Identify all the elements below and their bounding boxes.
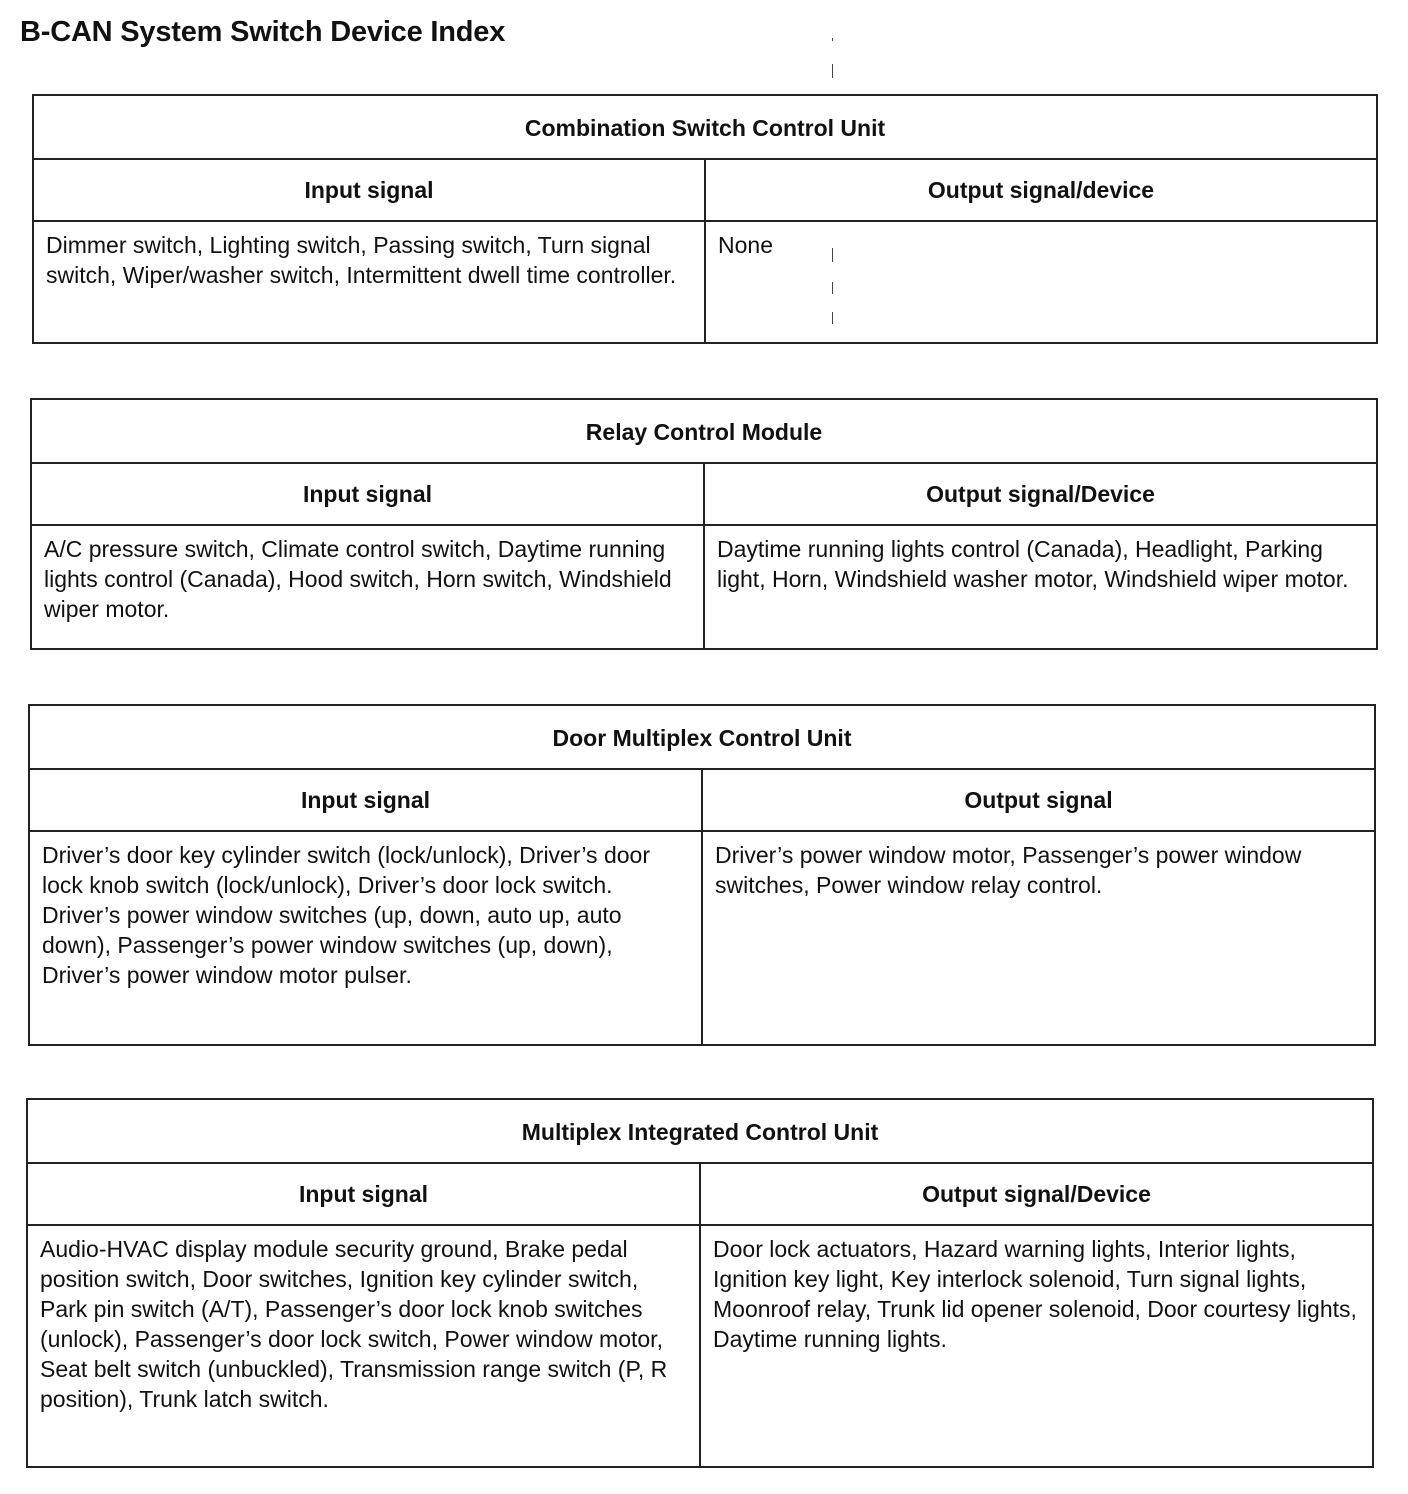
scan-artifact <box>832 64 833 78</box>
output-signal-header: Output signal/Device <box>701 1164 1372 1226</box>
output-signal-header: Output signal/Device <box>705 464 1376 526</box>
scan-artifact <box>832 38 833 41</box>
scan-artifact <box>832 248 833 262</box>
scan-artifact <box>832 312 833 324</box>
output-column <box>705 464 1376 648</box>
input-signal-list: Dimmer switch, Lighting switch, Passing switch, Turn signal switch, Wiper/washer switch, Intermittent dwell time controller. <box>46 232 677 288</box>
input-signal-header: Input signal <box>28 1164 699 1226</box>
relay-control-module-table <box>30 398 1378 650</box>
combination-switch-control-unit-table <box>32 94 1378 344</box>
output-column <box>706 160 1376 342</box>
input-signal-list: A/C pressure switch, Climate control switch, Daytime running lights control (Canada), Hood switch, Horn switch, Windshield wiper motor. <box>44 536 672 622</box>
output-signal-header: Output signal/device <box>706 160 1376 222</box>
input-column <box>30 770 703 1044</box>
door-multiplex-control-unit-table <box>28 704 1376 1046</box>
unit-title: Door Multiplex Control Unit <box>30 706 1374 770</box>
input-signal-header: Input signal <box>30 770 701 832</box>
output-signal-list: Driver’s power window motor, Passenger’s power window switches, Power window relay control. <box>715 842 1302 898</box>
output-column <box>701 1164 1372 1466</box>
input-column <box>28 1164 701 1466</box>
output-signal-list: Daytime running lights control (Canada), Headlight, Parking light, Horn, Windshield washer motor, Windshield wiper motor. <box>717 536 1349 592</box>
page-title: B-CAN System Switch Device Index <box>20 16 506 48</box>
input-signal-header: Input signal <box>34 160 704 222</box>
multiplex-integrated-control-unit-table <box>26 1098 1374 1468</box>
input-signal-header: Input signal <box>32 464 703 526</box>
output-signal-list: Door lock actuators, Hazard warning lights, Interior lights, Ignition key light, Key interlock solenoid, Turn signal lights, Moonroof relay, Trunk lid opener solenoid, Door courtesy lights, Daytime running lights. <box>713 1236 1357 1352</box>
output-signal-header: Output signal <box>703 770 1374 832</box>
input-signal-list: Audio-HVAC display module security ground, Brake pedal position switch, Door switches, Ignition key cylinder switch, Park pin switch (A/T), Passenger’s door lock knob switches (unlock), Passenger’s door lock switch, Power window motor, Seat belt switch (unbuckled), Transmission range switch (P, R position), Trunk latch switch. <box>40 1236 668 1412</box>
input-signal-list: Driver’s door key cylinder switch (lock/unlock), Driver’s door lock knob switch (lock/unlock), Driver’s door lock switch. Driver’s power window switches (up, down, auto up, auto down), Passenger’s power window switches (up, down), Driver’s power window motor pulser. <box>42 842 650 988</box>
unit-title: Multiplex Integrated Control Unit <box>28 1100 1372 1164</box>
unit-title: Combination Switch Control Unit <box>34 96 1376 160</box>
output-signal-list: None <box>718 232 773 258</box>
input-column <box>32 464 705 648</box>
output-column <box>703 770 1374 1044</box>
input-column <box>34 160 706 342</box>
unit-title: Relay Control Module <box>32 400 1376 464</box>
scan-artifact <box>832 282 833 294</box>
